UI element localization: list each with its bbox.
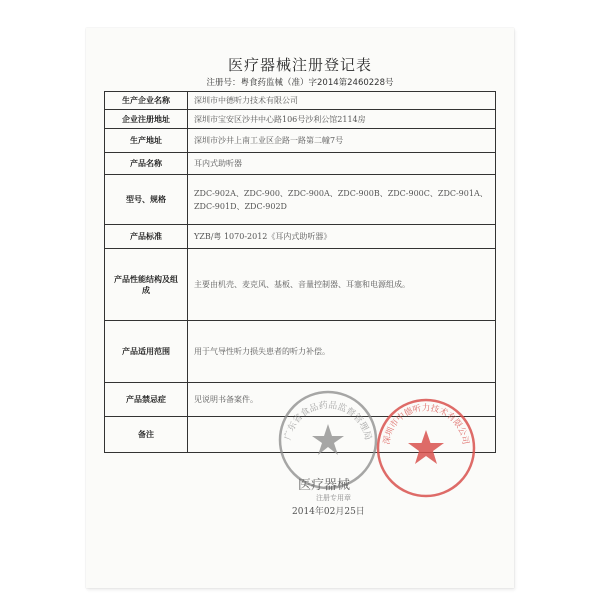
row-label: 企业注册地址 bbox=[105, 110, 188, 129]
row-label: 生产地址 bbox=[105, 129, 188, 153]
document-title: 医疗器械注册登记表 bbox=[227, 56, 372, 74]
table-row bbox=[105, 153, 496, 175]
row-value: 耳内式助听器 bbox=[188, 153, 496, 175]
table-row bbox=[105, 321, 496, 383]
registration-number: 注册号：粤食药监械（准）字2014第2460228号 bbox=[206, 78, 394, 88]
row-value: 深圳市中德听力技术有限公司 bbox=[188, 92, 496, 110]
row-label: 产品适用范围 bbox=[105, 321, 188, 383]
table-row bbox=[105, 92, 496, 110]
row-label: 产品标准 bbox=[105, 225, 188, 249]
seal-title: 医疗器械 bbox=[298, 478, 351, 493]
row-value: 深圳市沙井上南工业区企路一路第二幢7号 bbox=[188, 129, 496, 153]
row-label: 产品性能结构及组成 bbox=[105, 249, 188, 321]
row-label: 备注 bbox=[105, 417, 188, 453]
table-row bbox=[105, 110, 496, 129]
seal-date: 2014年02月25日 bbox=[292, 507, 365, 517]
row-label: 型号、规格 bbox=[105, 175, 188, 225]
table-row bbox=[105, 129, 496, 153]
table-row bbox=[105, 249, 496, 321]
registration-form-sheet bbox=[86, 28, 514, 588]
star-icon bbox=[312, 424, 344, 455]
row-label: 产品名称 bbox=[105, 153, 188, 175]
seal-subtitle: 注册专用章 bbox=[316, 494, 351, 502]
star-icon bbox=[408, 430, 444, 464]
row-value: 主要由机壳、麦克风、基板、音量控制器、耳塞和电源组成。 bbox=[188, 249, 496, 321]
table-row bbox=[105, 225, 496, 249]
row-value: YZB/粤 1070-2012《耳内式助听器》 bbox=[188, 225, 496, 249]
row-value: ZDC-902A、ZDC-900、ZDC-900A、ZDC-900B、ZDC-900C、ZDC-901A、ZDC-901D、ZDC-902D bbox=[188, 175, 496, 225]
row-label: 生产企业名称 bbox=[105, 92, 188, 110]
seal-arc-text: 广东省食品药品监督管理局 bbox=[283, 400, 373, 442]
row-value: 见说明书备案件。 bbox=[188, 383, 496, 417]
row-value: 深圳市宝安区沙井中心路106号沙利公馆2114房 bbox=[188, 110, 496, 129]
row-value: 用于气导性听力损失患者的听力补偿。 bbox=[188, 321, 496, 383]
seal-arc-text: 深圳市中德听力技术有限公司 bbox=[381, 403, 471, 446]
table-row bbox=[105, 175, 496, 225]
row-label: 产品禁忌症 bbox=[105, 383, 188, 417]
company-seal-red bbox=[372, 394, 480, 502]
